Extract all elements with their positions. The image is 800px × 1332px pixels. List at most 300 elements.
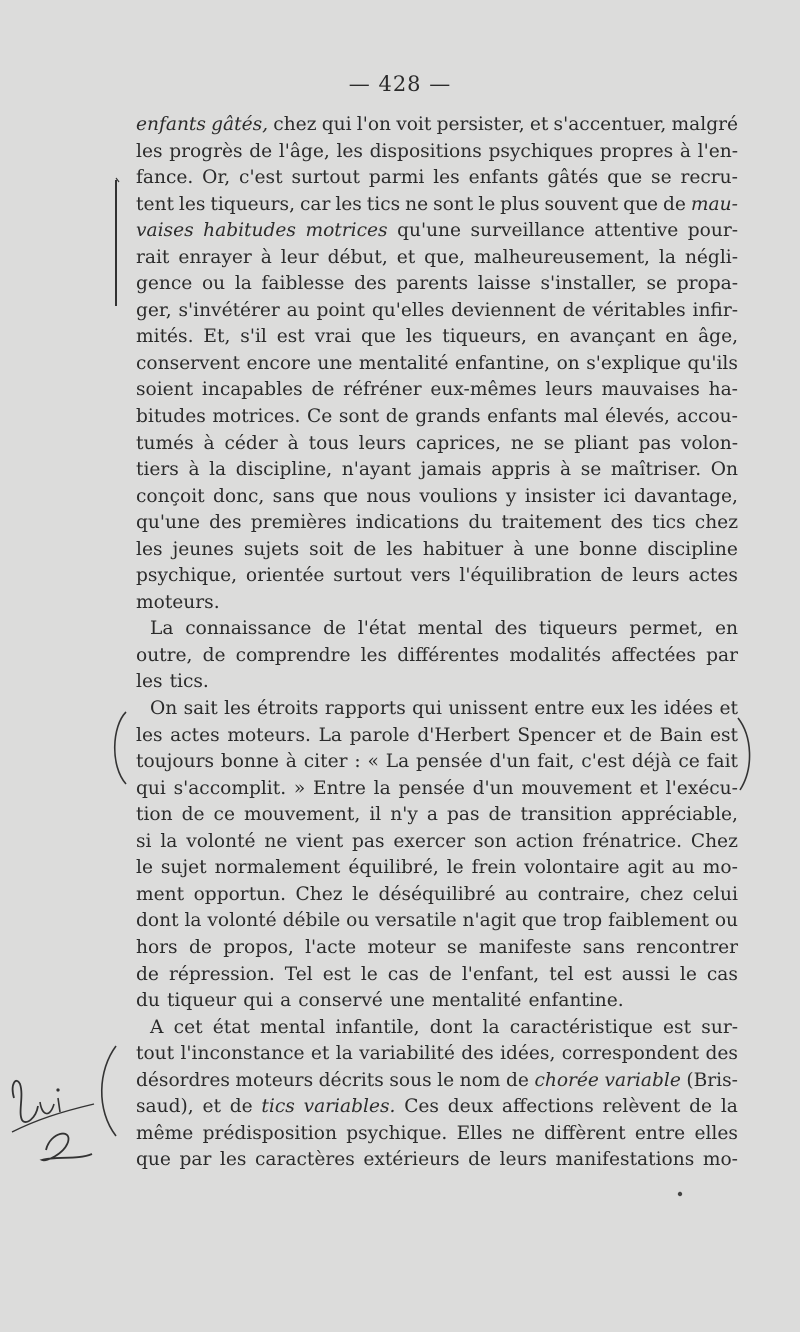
word: les [630, 698, 658, 720]
text-line [136, 1068, 738, 1095]
text-line [136, 1015, 738, 1042]
word: s'il [240, 326, 267, 348]
word: ne [405, 193, 429, 215]
word: deviennent [451, 299, 556, 321]
word: tiqueurs [538, 618, 618, 640]
word: plus [500, 193, 540, 215]
word: ou [201, 273, 226, 295]
word: âge, [698, 326, 738, 348]
text-line [136, 829, 738, 856]
word: se [543, 432, 565, 454]
word: unissent [448, 698, 528, 720]
word: ou [346, 910, 370, 932]
word: sait [183, 698, 218, 720]
word: sont [338, 406, 380, 428]
word: de [385, 406, 409, 428]
word: conservent [136, 352, 240, 374]
word: les [386, 538, 413, 560]
word: outre, [136, 644, 193, 666]
text-line [136, 245, 738, 272]
word: n'agit [462, 910, 517, 932]
text-line [136, 882, 738, 909]
word: l'en- [697, 140, 738, 162]
word: La [318, 724, 343, 746]
word: de [663, 193, 686, 215]
word: aussi [621, 963, 670, 985]
word: l'exécu- [665, 777, 738, 799]
word: à [560, 459, 572, 481]
word: eux-mêmes [430, 379, 537, 401]
word: même [136, 1122, 194, 1144]
word: discipline [647, 538, 738, 560]
word: Chez [295, 883, 343, 905]
word: mités. [136, 326, 194, 348]
word: manifestations [555, 1149, 695, 1171]
text-line [136, 271, 738, 298]
word: et [310, 1043, 330, 1065]
word: psychiques [488, 140, 594, 162]
word: gâtés, [211, 114, 269, 135]
word: du [468, 512, 493, 534]
word: tel [549, 963, 574, 985]
word: psychique. [346, 1122, 448, 1144]
word: des [354, 273, 387, 295]
word: surtout [333, 565, 402, 587]
word: » [293, 777, 306, 799]
word: enfantine, [454, 352, 551, 374]
word: des [494, 618, 528, 640]
text-line [136, 377, 738, 404]
word: que [607, 167, 643, 189]
word: les [136, 671, 163, 693]
word: diffèrent [544, 1122, 626, 1144]
word: elles [694, 1122, 738, 1144]
text-line [136, 935, 738, 962]
word: caractères [254, 1149, 355, 1171]
word: deux [447, 1096, 494, 1118]
word: on [556, 352, 580, 374]
word: qui [321, 114, 352, 135]
word: d'un [472, 777, 514, 799]
word: appris [491, 459, 551, 481]
word: Tel [284, 963, 313, 985]
text-line [136, 457, 738, 484]
word: faiblesse [261, 273, 345, 295]
word: moteurs [235, 1069, 314, 1091]
word: la [209, 459, 227, 481]
word: en [714, 618, 738, 640]
word: se [580, 459, 602, 481]
word: soit [309, 538, 344, 560]
word: la [234, 273, 252, 295]
word: laisse [477, 273, 531, 295]
word: tiqueur [166, 990, 237, 1012]
word: tiqueurs, [210, 193, 295, 215]
word: parents [396, 273, 469, 295]
word: des [209, 512, 242, 534]
word: équilibré, [348, 857, 439, 879]
text-line [136, 484, 738, 511]
word: tous [308, 432, 349, 454]
word: et [396, 246, 416, 268]
word: le [446, 857, 464, 879]
word: l'acte [305, 936, 357, 958]
word: enfantine. [528, 990, 624, 1012]
word: Chez [690, 830, 738, 852]
word: entre [534, 698, 585, 720]
word: leurs [545, 379, 593, 401]
word: de [468, 1149, 492, 1171]
word: mo- [702, 857, 738, 879]
word: pas [446, 804, 480, 826]
word: de [249, 140, 273, 162]
word: le [360, 963, 378, 985]
word: dont [429, 1016, 473, 1038]
word: de [488, 804, 512, 826]
word: s'accentuer, [553, 114, 667, 135]
word: pliant [574, 432, 629, 454]
text-line [136, 1094, 738, 1121]
word: les [405, 326, 433, 348]
word: voulions [419, 485, 498, 507]
word: de [629, 724, 652, 746]
word: La [150, 618, 174, 640]
word: une [317, 352, 353, 374]
word: ou [714, 910, 738, 932]
text-line [136, 1121, 738, 1148]
word: permet, [629, 618, 704, 640]
word: motrices [305, 220, 388, 242]
word: de [323, 618, 347, 640]
word: pensée [416, 751, 483, 773]
word: mental [417, 618, 483, 640]
word: dispositions [369, 140, 482, 162]
word: rapports [324, 698, 406, 720]
word: encore [246, 352, 311, 374]
word: extérieurs [363, 1149, 460, 1171]
word: mentalité [431, 990, 522, 1012]
word: A [150, 1016, 164, 1038]
word: bonne [220, 751, 279, 773]
word: de [428, 963, 452, 985]
word: que, [424, 246, 465, 268]
word: ger, [136, 299, 172, 321]
word: Et, [203, 326, 231, 348]
word: « [367, 751, 379, 773]
text-line [136, 112, 738, 139]
word: à [287, 432, 299, 454]
word: orientée [245, 565, 325, 587]
word: par [706, 644, 738, 666]
text-line [136, 1041, 738, 1068]
word: gâtés [547, 167, 599, 189]
word: exercer [393, 830, 466, 852]
word: nom [459, 1069, 501, 1091]
word: toujours [136, 751, 215, 773]
word: celui [692, 883, 738, 905]
word: ment [136, 883, 185, 905]
word: sont [433, 193, 474, 215]
word: enfants [136, 114, 206, 135]
word: n'y [390, 804, 418, 826]
word: d'un [489, 751, 531, 773]
word: véritables [592, 299, 686, 321]
word: donc, [212, 485, 265, 507]
word: conçoit [136, 485, 205, 507]
word: incapables [201, 379, 303, 401]
word: tics [366, 193, 401, 215]
word: On [710, 459, 738, 481]
word: rait [136, 246, 170, 268]
word: des [705, 1043, 738, 1065]
word: qu'ils [687, 352, 738, 374]
text-line [136, 855, 738, 882]
text-line [136, 537, 738, 564]
word: idées [663, 698, 714, 720]
word: vaises [136, 220, 194, 242]
word: répression. [168, 963, 275, 985]
text-line [136, 988, 738, 1015]
word: à [513, 538, 525, 560]
word: caractéristique [509, 1016, 653, 1038]
word: leurs [358, 432, 407, 454]
word: s'invétérer [178, 299, 280, 321]
word: est [709, 724, 738, 746]
word: Ce [307, 406, 333, 428]
word: mauvaises [601, 379, 700, 401]
word: a [426, 804, 438, 826]
word: les [336, 140, 363, 162]
word: pas [638, 432, 671, 454]
word: différentes [397, 644, 500, 666]
word: les [433, 167, 460, 189]
word: Bain [659, 724, 703, 746]
word: volonté [186, 830, 256, 852]
word: débile [282, 910, 341, 932]
word: mau- [690, 193, 738, 215]
word: de [505, 1069, 529, 1091]
word: à [260, 246, 272, 268]
text-line [136, 431, 738, 458]
word: il [369, 804, 382, 826]
word: l'enfant, [461, 963, 540, 985]
word: c'est [239, 167, 283, 189]
word: s'explique [586, 352, 682, 374]
word: eux [590, 698, 625, 720]
word: ce [213, 804, 235, 826]
word: à [188, 459, 200, 481]
word: fait, [537, 751, 575, 773]
word: transition [520, 804, 612, 826]
handwritten-annotation [6, 1068, 106, 1168]
word: enrayer [178, 246, 252, 268]
word: l'état [357, 618, 406, 640]
word: de [136, 963, 159, 985]
word: les [360, 644, 388, 666]
page-number: — 428 — [348, 72, 452, 96]
word: enfants [487, 406, 558, 428]
word: s'accomplit. [173, 777, 287, 799]
word: du [136, 990, 160, 1012]
text-line [136, 908, 738, 935]
text-line [136, 510, 738, 537]
word: point [316, 299, 366, 321]
word: les [219, 1149, 247, 1171]
text-line [136, 351, 738, 378]
word: cas [706, 963, 738, 985]
word: cas [387, 963, 419, 985]
text-line [136, 723, 738, 750]
word: et [602, 724, 622, 746]
word: son [473, 830, 507, 852]
word: mouvement [521, 777, 632, 799]
word: discipline, [235, 459, 333, 481]
text-line [136, 404, 738, 431]
word: déjà [631, 751, 672, 773]
text-line [136, 192, 738, 219]
word: vrai [314, 326, 352, 348]
word: les [335, 193, 362, 215]
word: manifeste [478, 936, 572, 958]
word: avançant [569, 326, 656, 348]
word: persister, [436, 114, 525, 135]
text-line [136, 165, 738, 192]
word: est [583, 963, 612, 985]
word: sans [272, 485, 315, 507]
word: Spencer [517, 724, 596, 746]
word: affections [501, 1096, 594, 1118]
word: variable [604, 1069, 681, 1091]
word: le [352, 883, 370, 905]
word: les [224, 698, 251, 720]
word: citer [303, 751, 348, 773]
word: ce [678, 751, 700, 773]
word: actes [170, 724, 220, 746]
word: a [280, 990, 292, 1012]
word: vers [410, 565, 451, 587]
word: la [720, 1096, 738, 1118]
word: au [286, 299, 310, 321]
text-line [136, 696, 738, 723]
word: relèvent [602, 1096, 681, 1118]
word: ne [264, 830, 288, 852]
word: fance. [136, 167, 194, 189]
word: mental [260, 1016, 326, 1038]
word: pensée [398, 777, 465, 799]
word: leur [280, 246, 319, 268]
word: le [136, 857, 153, 879]
word: ne [510, 432, 534, 454]
word: surtout [291, 167, 360, 189]
word: souvent [544, 193, 619, 215]
word: y [505, 485, 517, 507]
text-line [136, 218, 738, 245]
word: indications [355, 512, 460, 534]
word: tics. [169, 671, 209, 693]
word: volontaire [524, 857, 620, 879]
word: infantile, [335, 1016, 420, 1038]
word: frénatrice. [582, 830, 682, 852]
word: la [373, 777, 391, 799]
word: la [335, 1043, 353, 1065]
word: de [181, 804, 205, 826]
word: leurs [632, 565, 680, 587]
word: élevés, [605, 406, 670, 428]
word: enfants [468, 167, 539, 189]
word: étroits [256, 698, 319, 720]
word: que [323, 485, 359, 507]
word: modalités [509, 644, 602, 666]
word: réfréner [343, 379, 422, 401]
word: davantage, [634, 485, 738, 507]
body-text [136, 112, 738, 1174]
word: propos, [223, 936, 294, 958]
word: agit [627, 857, 664, 879]
word: bonne [579, 538, 638, 560]
word: gence [136, 273, 193, 295]
word: trop [562, 910, 603, 932]
word: parole [349, 724, 410, 746]
word: surveillance [470, 220, 585, 242]
word: habitudes [203, 220, 296, 242]
word: : [354, 751, 361, 773]
word: en [536, 326, 560, 348]
word: sujets [243, 538, 300, 560]
word: qu'elles [371, 299, 445, 321]
word: l'inconstance [180, 1043, 305, 1065]
word: variabilité [359, 1043, 455, 1065]
word: insister [524, 485, 596, 507]
word: en [665, 326, 689, 348]
word: tiers [136, 459, 179, 481]
word: et [202, 1096, 221, 1118]
word: début, [327, 246, 388, 268]
word: le [679, 963, 697, 985]
word: tics [261, 1096, 295, 1118]
word: par [179, 1149, 212, 1171]
word: au [505, 883, 529, 905]
word: La [385, 751, 410, 773]
word: désordres [136, 1069, 230, 1091]
word: et [529, 114, 549, 135]
word: ha- [708, 379, 738, 401]
text-line [136, 749, 738, 776]
word: chez [273, 114, 317, 135]
word: Or, [202, 167, 231, 189]
text-line [136, 802, 738, 829]
word: volonté [207, 910, 277, 932]
word: état [212, 1016, 250, 1038]
word: fait [706, 751, 738, 773]
word: l'on [356, 114, 391, 135]
text-line [136, 616, 738, 643]
word: connaissance [185, 618, 312, 640]
word: affectées [611, 644, 696, 666]
word: tumés [136, 432, 194, 454]
word: les [136, 724, 163, 746]
word: à [203, 432, 215, 454]
word: volon- [680, 432, 738, 454]
word: propres [599, 140, 674, 162]
word: décrits [318, 1069, 384, 1091]
word: se [646, 273, 668, 295]
word: soient [136, 379, 194, 401]
text-line [136, 590, 738, 617]
word: qu'une [397, 220, 462, 242]
word: jeunes [172, 538, 234, 560]
word: tent [136, 193, 174, 215]
word: le [437, 1069, 455, 1091]
